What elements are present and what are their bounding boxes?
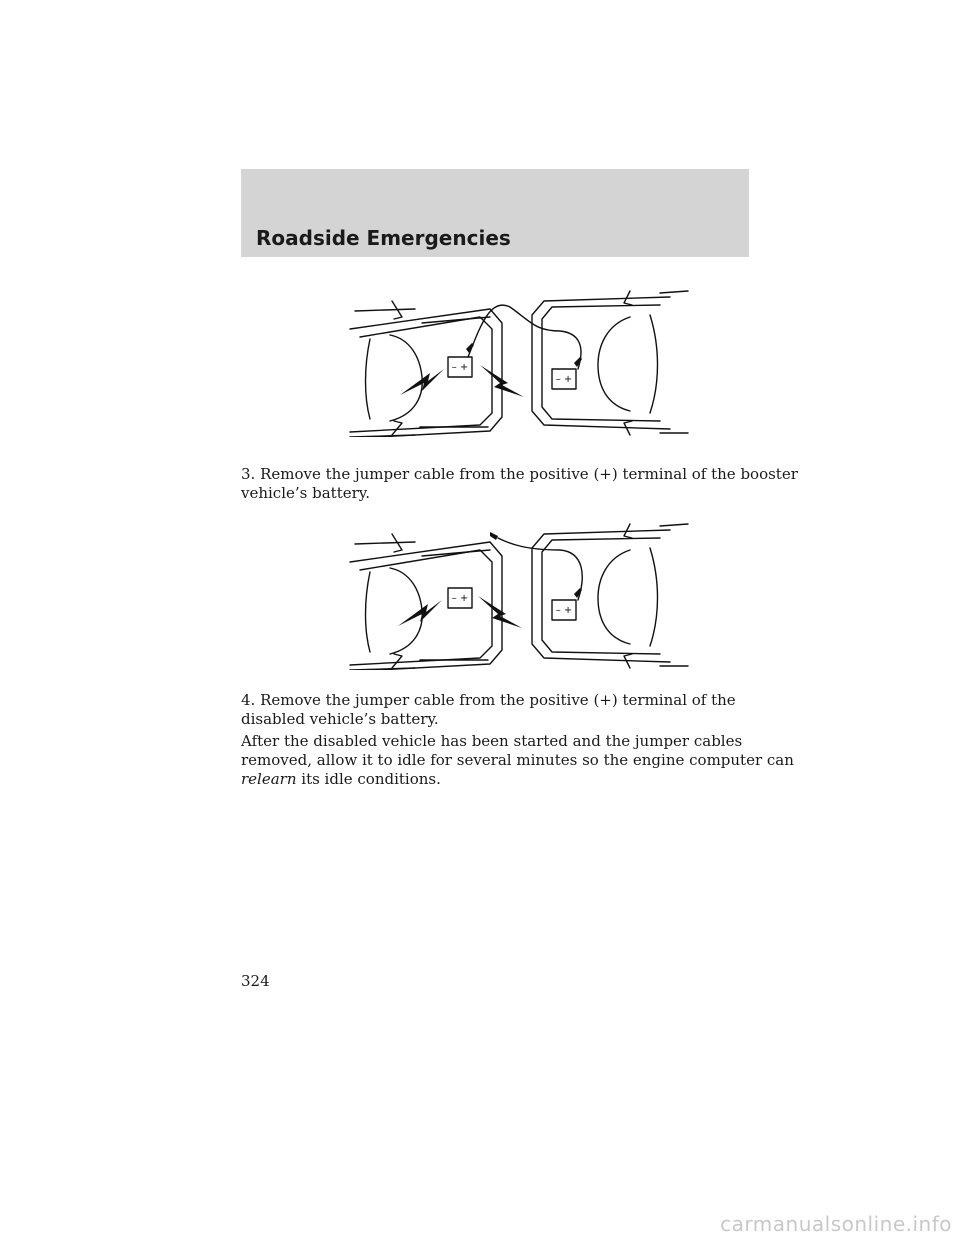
after-line-2: removed, allow it to idle for several minutes so the engine computer can [241, 751, 794, 769]
after-line-1: After the disabled vehicle has been started and the jumper cables [241, 732, 743, 750]
step-4-line-2: disabled vehicle’s battery. [241, 710, 439, 728]
figure-cable-removed-booster [330, 520, 690, 670]
relearn-term: relearn [241, 770, 297, 788]
section-title: Roadside Emergencies [256, 226, 511, 250]
battery-label-disabled: – + [451, 362, 469, 373]
watermark: carmanualsonline.info [720, 1212, 952, 1236]
battery-label-booster: – + [555, 374, 573, 385]
step-4-text [241, 691, 753, 729]
page-number: 324 [241, 972, 270, 990]
figure-jump-start-connected [330, 287, 690, 437]
battery-label-booster-2: – + [555, 605, 573, 616]
after-line-3-rest: its idle conditions. [296, 770, 441, 788]
step-3-line-2: vehicle’s battery. [241, 484, 371, 502]
after-line-3 [241, 770, 753, 789]
step-3-text [241, 465, 798, 503]
step-3-line-1: 3. Remove the jumper cable from the positive (+) terminal of the booster [241, 465, 798, 483]
after-start-paragraph [241, 732, 794, 789]
battery-label-disabled-2: – + [451, 593, 469, 604]
step-4-line-1: 4. Remove the jumper cable from the positive (+) terminal of the [241, 691, 736, 709]
